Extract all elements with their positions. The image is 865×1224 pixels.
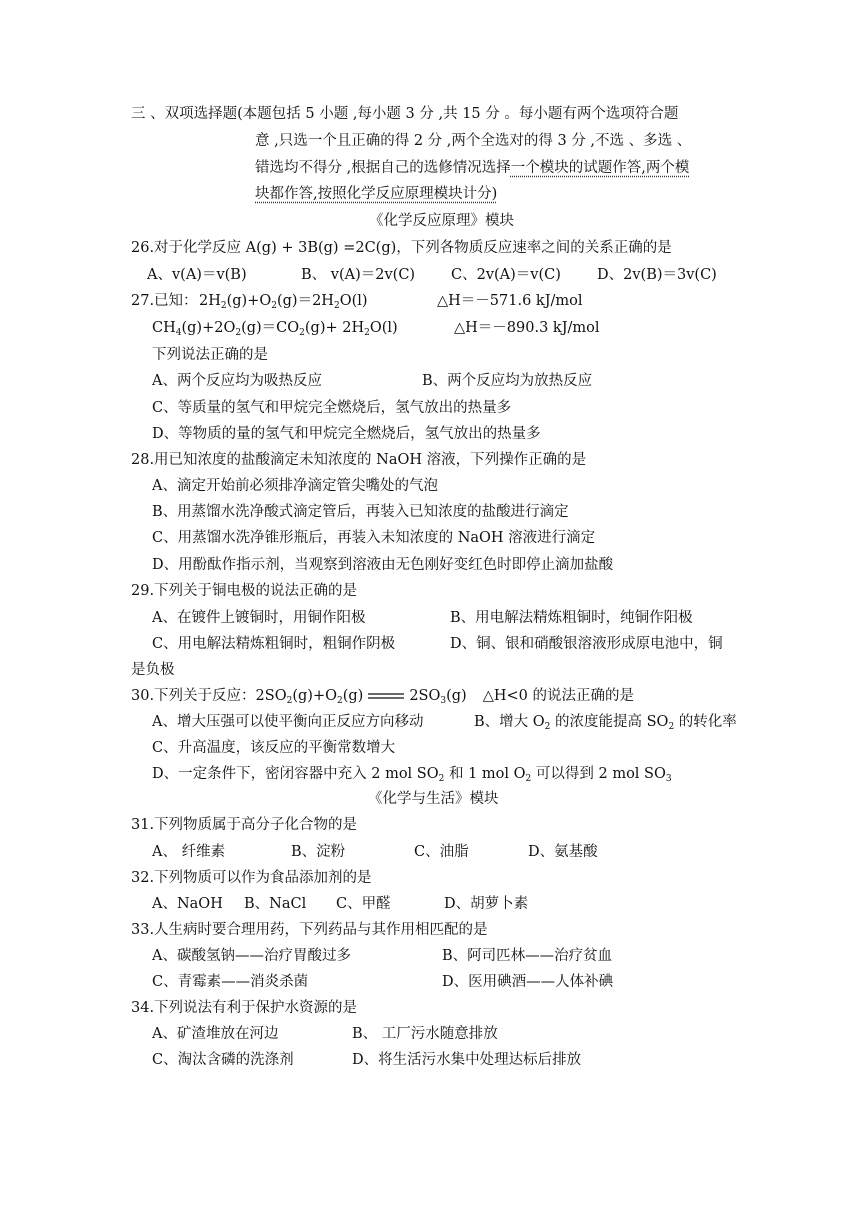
q30-option-b: B、增大 $O_2$ 的浓度能提高 $SO_2$ 的转化率 [474, 714, 737, 732]
section-header-line4: 块都作答,按照化学反应原理模块计分) [255, 186, 498, 202]
q30-option-d: D、一定条件下，密闭容器中充入 2 mol $SO_2$ 和 1 mol $O_2$ 可以得到 2 mol $SO_3$ [152, 766, 672, 784]
q33-option-d: D、医用碘酒——人体补碘 [442, 974, 614, 990]
q30-option-c: C、升高温度，该反应的平衡常数增大 [152, 740, 396, 756]
module-title-life: 《化学与生活》模块 [368, 791, 499, 807]
q33-option-c: C、青霉素——消炎杀菌 [152, 974, 309, 990]
q29-option-d: D、铜、银和硝酸银溶液形成原电池中，铜 [450, 636, 723, 652]
q32-stem: 32.下列物质可以作为食品添加剂的是 [131, 870, 372, 886]
q27-equation-2: $CH_4(g)+2O_2(g)=CO_2(g)+ 2H_2O(l)$ [152, 320, 398, 338]
q29-stem: 29.下列关于铜电极的说法正确的是 [131, 583, 358, 599]
q31-option-a: A、 纤维素 [152, 844, 226, 860]
q34-option-d: D、将生活污水集中处理达标后排放 [352, 1052, 582, 1068]
q34-option-c: C、淘汰含磷的洗涤剂 [152, 1052, 294, 1068]
q33-option-a: A、碳酸氢钠——治疗胃酸过多 [152, 948, 351, 964]
q29-option-c: C、用电解法精炼粗铜时，粗铜作阴极 [152, 636, 396, 652]
q31-stem: 31.下列物质属于高分子化合物的是 [131, 817, 358, 833]
q32-option-b: B、NaCl [244, 896, 307, 912]
q27-ask: 下列说法正确的是 [152, 347, 268, 363]
q31-option-b: B、淀粉 [291, 844, 346, 860]
q26-option-a: A、v(A)＝v(B) [147, 267, 247, 283]
q27-option-b: B、两个反应均为放热反应 [422, 373, 593, 389]
q30-stem: 30.下列关于反应：$2SO_2(g)+O_2(g)$ $2SO_3(g)$ △H<0 的说法正确的是 [131, 688, 634, 706]
q32-option-d: D、胡萝卜素 [444, 896, 529, 912]
q27-enthalpy-1: △H＝－571.6 kJ/mol [437, 293, 583, 309]
q26-option-c: C、2v(A)＝v(C) [451, 267, 561, 283]
q30-option-a: A、增大压强可以使平衡向正反应方向移动 [152, 714, 424, 730]
equilibrium-arrow-icon [367, 692, 405, 700]
q26-stem: 26.对于化学反应 A(g) + 3B(g) =2C(g)，下列各物质反应速率之间的关系正确的是 [131, 240, 672, 256]
section-header-line2: 意 ,只选一个且正确的得 2 分 ,两个全选对的得 3 分 ,不选 、多选 、 [255, 133, 692, 149]
q34-option-a: A、矿渣堆放在河边 [152, 1026, 279, 1042]
q31-option-c: C、油脂 [414, 844, 469, 860]
q29-option-d-continued: 是负极 [131, 662, 175, 678]
q26-option-d: D、2v(B)＝3v(C) [597, 267, 717, 283]
q34-option-b: B、 工厂污水随意排放 [352, 1026, 498, 1042]
section-header-line3-b: 一个模块的试题作答,两个模 [510, 160, 690, 176]
q32-option-c: C、甲醛 [336, 896, 391, 912]
q28-option-d: D、用酚酞作指示剂，当观察到溶液由无色刚好变红色时即停止滴加盐酸 [152, 557, 614, 573]
q31-option-d: D、氨基酸 [528, 844, 598, 860]
q33-stem: 33.人生病时要合理用药，下列药品与其作用相匹配的是 [131, 922, 488, 938]
q27-enthalpy-2: △H＝－890.3 kJ/mol [454, 320, 600, 336]
q29-option-a: A、在镀件上镀铜时，用铜作阳极 [152, 610, 366, 626]
q28-stem: 28.用已知浓度的盐酸滴定未知浓度的 NaOH 溶液，下列操作正确的是 [131, 452, 587, 468]
q27-number: 27.已知： [131, 293, 198, 309]
q33-option-b: B、阿司匹林——治疗贫血 [442, 948, 613, 964]
q29-option-b: B、用电解法精炼粗铜时，纯铜作阳极 [450, 610, 693, 626]
q28-option-b: B、用蒸馏水洗净酸式滴定管后，再装入已知浓度的盐酸进行滴定 [152, 504, 569, 520]
q27-option-d: D、等物质的量的氢气和甲烷完全燃烧后，氢气放出的热量多 [152, 426, 541, 442]
q34-stem: 34.下列说法有利于保护水资源的是 [131, 1000, 358, 1016]
q27-equation-1: $2H_2(g)+O_2(g)=2H_2O(l)$ [199, 293, 368, 311]
module-title-reaction: 《化学反应原理》模块 [369, 213, 514, 229]
section-header-line3 [255, 159, 689, 177]
q28-option-a: A、滴定开始前必须排净滴定管尖嘴处的气泡 [152, 478, 438, 494]
q28-option-c: C、用蒸馏水洗净锥形瓶后，再装入未知浓度的 NaOH 溶液进行滴定 [152, 530, 596, 546]
q27-option-a: A、两个反应均为吸热反应 [152, 373, 322, 389]
q32-option-a: A、NaOH [152, 896, 223, 912]
section-header-line3-a: 错选均不得分 ,根据自己的选修情况选择 [255, 160, 511, 176]
q27-option-c: C、等质量的氢气和甲烷完全燃烧后，氢气放出的热量多 [152, 400, 512, 416]
q26-option-b: B、 v(A)＝2v(C) [301, 267, 416, 283]
section-header-line1: 三 、双项选择题(本题包括 5 小题 ,每小题 3 分 ,共 15 分 。每小题有两个选项符合题 [131, 106, 679, 122]
